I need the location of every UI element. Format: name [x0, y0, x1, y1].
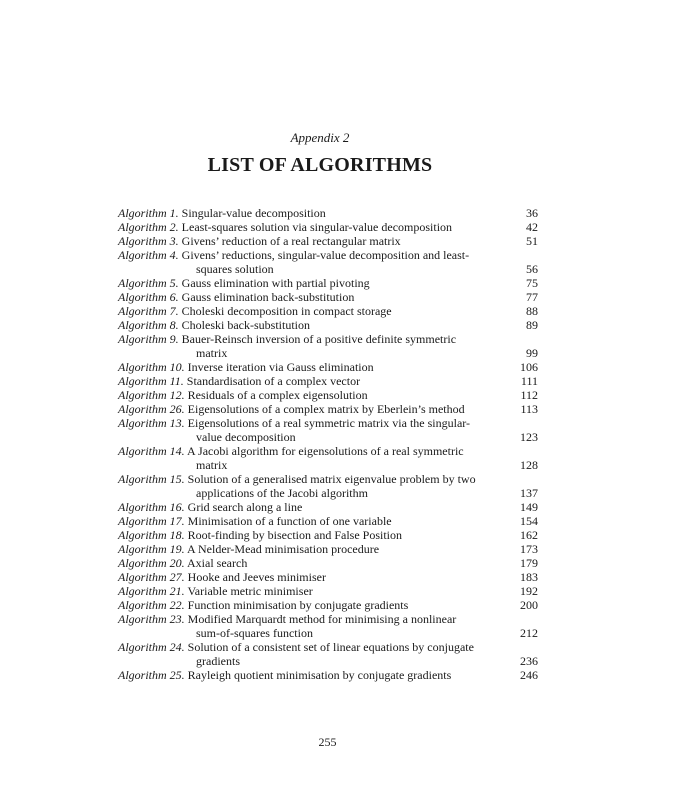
toc-entry [118, 542, 538, 556]
algorithm-label: Algorithm 11. [118, 374, 184, 388]
algorithm-title: Minimisation of a function of one variable [187, 514, 392, 528]
page-title: LIST OF ALGORITHMS [207, 154, 433, 176]
algorithm-title: A Jacobi algorithm for eigensolutions of a real symmetric [187, 444, 464, 458]
algorithm-title: Function minimisation by conjugate gradients [187, 598, 409, 612]
page-reference: 113 [520, 402, 538, 416]
toc-entry [118, 248, 538, 276]
page-number: 255 [318, 735, 337, 749]
toc-entry [118, 220, 538, 234]
algorithm-label: Algorithm 17. [118, 514, 185, 528]
algorithm-label: Algorithm 21. [118, 584, 185, 598]
algorithm-list [118, 206, 538, 682]
toc-entry [118, 402, 538, 416]
toc-entry [118, 528, 538, 542]
algorithm-label: Algorithm 6. [118, 290, 179, 304]
algorithm-label: Algorithm 4. [118, 248, 179, 262]
toc-entry [118, 332, 538, 360]
algorithm-label: Algorithm 25. [118, 668, 185, 682]
algorithm-title: Eigensolutions of a complex matrix by Eberlein’s method [187, 402, 465, 416]
algorithm-label: Algorithm 19. [118, 542, 185, 556]
algorithm-label: Algorithm 13. [118, 416, 185, 430]
toc-entry [118, 514, 538, 528]
algorithm-title-continuation: matrix [196, 458, 228, 472]
page-reference: 149 [520, 500, 538, 514]
algorithm-label: Algorithm 15. [118, 472, 185, 486]
page-reference: 200 [520, 598, 538, 612]
page-reference: 112 [520, 388, 538, 402]
algorithm-title: Givens’ reduction of a real rectangular matrix [181, 234, 401, 248]
algorithm-title-continuation: value decomposition [196, 430, 296, 444]
toc-entry [118, 290, 538, 304]
toc-entry [118, 304, 538, 318]
toc-entry [118, 584, 538, 598]
algorithm-label: Algorithm 18. [118, 528, 185, 542]
algorithm-label: Algorithm 14. [118, 444, 185, 458]
algorithm-label: Algorithm 3. [118, 234, 179, 248]
toc-entry [118, 668, 538, 682]
algorithm-title-continuation: applications of the Jacobi algorithm [196, 486, 368, 500]
page-reference: 89 [526, 318, 538, 332]
algorithm-title: Eigensolutions of a real symmetric matrix via the singular- [187, 416, 471, 430]
algorithm-label: Algorithm 7. [118, 304, 179, 318]
algorithm-title: Axial search [187, 556, 248, 570]
algorithm-title: Singular-value decomposition [181, 206, 326, 220]
algorithm-title: Residuals of a complex eigensolution [187, 388, 368, 402]
page-reference: 192 [520, 584, 538, 598]
page-reference: 106 [520, 360, 538, 374]
toc-entry [118, 598, 538, 612]
algorithm-label: Algorithm 5. [118, 276, 179, 290]
toc-entry [118, 360, 538, 374]
toc-entry [118, 500, 538, 514]
algorithm-label: Algorithm 24. [118, 640, 185, 654]
page-reference: 162 [520, 528, 538, 542]
toc-entry [118, 472, 538, 500]
toc-entry [118, 444, 538, 472]
page-reference: 123 [520, 430, 538, 444]
algorithm-label: Algorithm 12. [118, 388, 185, 402]
algorithm-label: Algorithm 26. [118, 402, 185, 416]
algorithm-label: Algorithm 9. [118, 332, 179, 346]
toc-entry [118, 612, 538, 640]
page-reference: 88 [526, 304, 538, 318]
algorithm-title: Solution of a consistent set of linear equations by conjugate [187, 640, 474, 654]
toc-entry [118, 234, 538, 248]
algorithm-title: Hooke and Jeeves minimiser [187, 570, 326, 584]
algorithm-label: Algorithm 23. [118, 612, 185, 626]
algorithm-title: Rayleigh quotient minimisation by conjugate gradients [187, 668, 452, 682]
algorithm-title-continuation: gradients [196, 654, 240, 668]
page-reference: 236 [520, 654, 538, 668]
algorithm-title: Choleski back-substitution [181, 318, 310, 332]
page-reference: 99 [526, 346, 538, 360]
algorithm-label: Algorithm 22. [118, 598, 185, 612]
algorithm-title: Gauss elimination back-substitution [181, 290, 355, 304]
algorithm-title: Bauer-Reinsch inversion of a positive definite symmetric [181, 332, 457, 346]
algorithm-title: Root-finding by bisection and False Position [187, 528, 402, 542]
page-reference: 42 [526, 220, 538, 234]
algorithm-label: Algorithm 2. [118, 220, 179, 234]
algorithm-label: Algorithm 1. [118, 206, 179, 220]
appendix-label: Appendix 2 [290, 130, 350, 145]
page-reference: 75 [526, 276, 538, 290]
algorithm-label: Algorithm 20. [118, 556, 185, 570]
algorithm-label: Algorithm 16. [118, 500, 185, 514]
page-reference: 179 [520, 556, 538, 570]
toc-entry [118, 416, 538, 444]
algorithm-label: Algorithm 10. [118, 360, 185, 374]
page-reference: 137 [520, 486, 538, 500]
algorithm-title: Inverse iteration via Gauss elimination [187, 360, 374, 374]
algorithm-title: Least-squares solution via singular-value decomposition [181, 220, 453, 234]
page-reference: 36 [526, 206, 538, 220]
algorithm-title: Standardisation of a complex vector [186, 374, 361, 388]
algorithm-title: Variable metric minimiser [187, 584, 313, 598]
page-reference: 183 [520, 570, 538, 584]
toc-entry [118, 570, 538, 584]
algorithm-title: A Nelder-Mead minimisation procedure [187, 542, 380, 556]
algorithm-title: Modified Marquardt method for minimising a nonlinear [187, 612, 457, 626]
algorithm-title-continuation: matrix [196, 346, 228, 360]
page-reference: 154 [520, 514, 538, 528]
algorithm-title: Choleski decomposition in compact storage [181, 304, 392, 318]
toc-entry [118, 276, 538, 290]
toc-entry [118, 388, 538, 402]
page-reference: 246 [520, 668, 538, 682]
toc-entry [118, 318, 538, 332]
page-reference: 111 [520, 374, 538, 388]
page-reference: 212 [520, 626, 538, 640]
toc-entry [118, 374, 538, 388]
algorithm-label: Algorithm 27. [118, 570, 185, 584]
page-reference: 51 [526, 234, 538, 248]
algorithm-title: Solution of a generalised matrix eigenvalue problem by two [187, 472, 476, 486]
algorithm-title-continuation: squares solution [196, 262, 274, 276]
algorithm-title-continuation: sum-of-squares function [196, 626, 313, 640]
algorithm-title: Grid search along a line [187, 500, 303, 514]
page-reference: 173 [520, 542, 538, 556]
toc-entry [118, 206, 538, 220]
toc-entry [118, 556, 538, 570]
algorithm-label: Algorithm 8. [118, 318, 179, 332]
page-reference: 77 [526, 290, 538, 304]
algorithm-title: Givens’ reductions, singular-value decomposition and least- [181, 248, 470, 262]
algorithm-title: Gauss elimination with partial pivoting [181, 276, 370, 290]
page-reference: 56 [526, 262, 538, 276]
toc-entry [118, 640, 538, 668]
page-reference: 128 [520, 458, 538, 472]
